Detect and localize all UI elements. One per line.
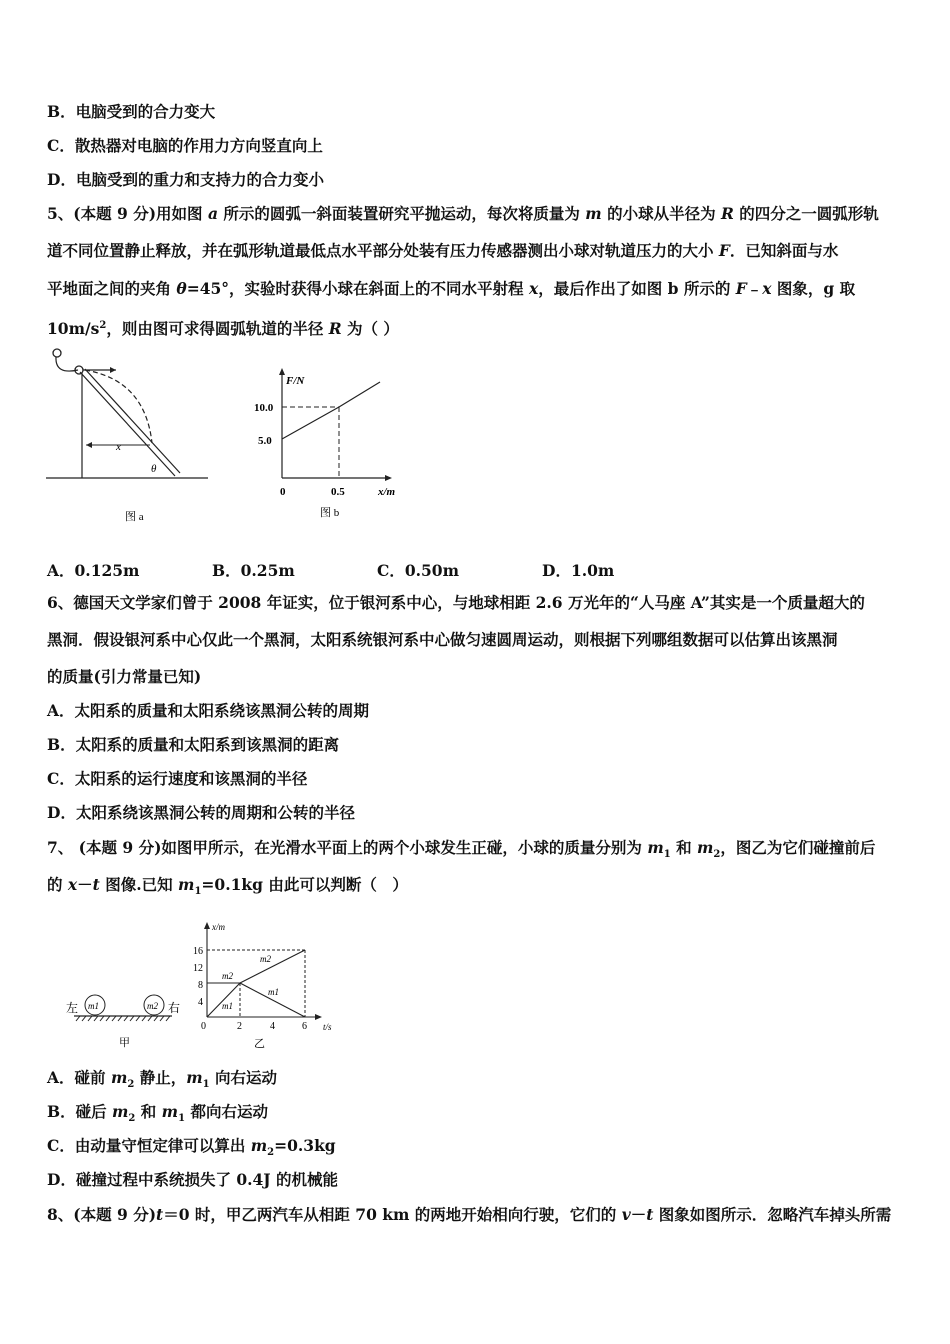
text-segment: ．已知斜面与水 — [729, 241, 839, 260]
text-segment: t — [92, 875, 100, 894]
text-segment: 为（ ） — [341, 319, 399, 339]
text-segment: 平地面之间的夹角 — [47, 279, 177, 298]
q5-option-c[interactable]: C．0.50m — [377, 561, 459, 580]
text-segment: 图象如图所示．忽略汽车掉头所需 — [653, 1205, 892, 1224]
text-segment: v — [621, 1205, 631, 1224]
text-segment: ＝0 时，甲乙两汽车从相距 70 km 的两地开始相向行驶，它们的 — [163, 1205, 622, 1224]
fig-yi-xtick: 2 — [237, 1021, 242, 1032]
text-segment: 所示的圆弧一斜面装置研究平抛运动，每次将质量为 — [217, 204, 586, 223]
text-segment: 2 — [128, 1113, 136, 1125]
text-line — [47, 769, 307, 789]
text-segment: m — [186, 1068, 203, 1087]
text-segment: 2 — [127, 1079, 135, 1091]
text-segment: 2 — [267, 1147, 275, 1159]
q5-option-a[interactable]: A．0.125m — [47, 561, 140, 580]
text-segment: ，图乙为它们碰撞前后 — [720, 838, 876, 857]
fig-jia-ball1: m1 — [88, 1001, 99, 1011]
text-segment: 1 — [178, 1113, 186, 1125]
fig-b-ytick: 5.0 — [258, 435, 272, 447]
text-segment: D．太阳系绕该黑洞公转的周期和公转的半径 — [47, 803, 355, 822]
figure-jia — [60, 980, 190, 1055]
fig-b-xtick: 0 — [280, 486, 286, 498]
text-segment: 8、(本题 9 分) — [47, 1205, 157, 1224]
text-segment: t — [646, 1205, 654, 1224]
text-line — [47, 316, 399, 339]
fig-jia-ball2: m2 — [147, 1001, 158, 1011]
text-segment: － — [630, 1205, 647, 1224]
fig-yi-xtick: 0 — [201, 1021, 206, 1032]
text-segment: =0.1kg 由此可以判断（ ） — [201, 875, 408, 894]
fig-yi-label: m1 — [268, 987, 279, 997]
text-segment: C．太阳系的运行速度和该黑洞的半径 — [47, 769, 308, 788]
fig-a-x-label: x — [116, 441, 121, 453]
fig-b-xtick: 0.5 — [331, 486, 345, 498]
figure-b — [240, 350, 410, 530]
fig-yi-label: m1 — [222, 1001, 233, 1011]
text-segment: 向右运动 — [209, 1068, 277, 1087]
text-segment: m — [697, 838, 714, 857]
fig-jia-right: 右 — [168, 1001, 181, 1015]
text-segment: － — [77, 875, 93, 894]
text-segment: C．由动量守恒定律可以算出 — [47, 1136, 251, 1155]
text-segment: ﹣ — [746, 279, 763, 298]
text-line — [47, 279, 855, 299]
text-segment: 10m/s — [47, 319, 100, 339]
fig-jia-caption: 甲 — [119, 1037, 130, 1049]
figure-yi — [190, 905, 350, 1055]
text-line — [47, 630, 838, 650]
text-line — [47, 838, 875, 865]
text-segment: t — [156, 1205, 164, 1224]
text-segment: 道不同位置静止释放，并在弧形轨道最低点水平部分处装有压力传感器测出小球对轨道压力的大小 — [47, 241, 719, 260]
fig-b-x-label: x/m — [378, 486, 396, 498]
text-segment: R — [328, 319, 342, 339]
text-line — [47, 1068, 277, 1095]
text-segment: A．碰前 — [47, 1068, 111, 1087]
text-segment: 2 — [713, 849, 721, 861]
text-segment: m — [161, 1102, 179, 1121]
text-line — [47, 1205, 891, 1225]
text-line — [47, 593, 865, 613]
text-segment: m — [110, 1068, 128, 1087]
fig-yi-ytick: 4 — [198, 997, 203, 1008]
text-segment: m — [178, 875, 195, 894]
text-segment: B．碰后 — [47, 1102, 112, 1121]
fig-b-caption: 图 b — [320, 507, 340, 519]
fig-jia-left: 左 — [66, 1001, 79, 1015]
text-line — [47, 170, 324, 190]
text-segment: 1 — [202, 1079, 210, 1091]
text-segment: m — [250, 1136, 268, 1155]
text-segment: 都向右运动 — [185, 1102, 268, 1121]
text-line — [47, 701, 369, 721]
fig-yi-caption: 乙 — [254, 1038, 265, 1050]
fig-yi-xtick: 6 — [302, 1021, 307, 1032]
fig-b-y-label: F/N — [286, 375, 305, 387]
text-segment: D．碰撞过程中系统损失了 0.4J 的机械能 — [47, 1170, 339, 1189]
q5-option-b[interactable]: B．0.25m — [212, 561, 295, 580]
text-segment: 的 — [47, 875, 68, 894]
text-segment: 图象，g 取 — [771, 279, 856, 298]
text-segment: 7、 (本题 9 分)如图甲所示，在光滑水平面上的两个小球发生正碰，小球的质量分别为 — [47, 838, 648, 857]
text-segment: ，最后作出了如图 b 所示的 — [538, 279, 736, 298]
text-segment: 1 — [194, 886, 202, 898]
text-line — [47, 136, 323, 156]
text-segment: B．太阳系的质量和太阳系到该黑洞的距离 — [47, 735, 340, 754]
text-segment: D．电脑受到的重力和支持力的合力变小 — [47, 170, 324, 189]
text-segment: F — [735, 279, 747, 298]
text-segment: B．电脑受到的合力变大 — [47, 102, 216, 121]
text-segment: 6、德国天文学家们曾于 2008 年证实，位于银河系中心，与地球相距 2.6 万光年的“人马座 A”其实是一个质量超大的 — [47, 593, 865, 612]
text-line — [47, 241, 838, 261]
text-segment: =0.3kg — [274, 1136, 336, 1155]
text-line — [47, 1102, 268, 1129]
text-line — [47, 1170, 338, 1190]
text-line — [47, 735, 339, 755]
text-line — [47, 102, 215, 122]
text-segment: =45°，实验时获得小球在斜面上的不同水平射程 — [186, 279, 529, 298]
text-segment: C．散热器对电脑的作用力方向竖直向上 — [47, 136, 323, 155]
fig-yi-xtick: 4 — [270, 1021, 275, 1032]
text-segment: F — [718, 241, 730, 260]
figure-a — [40, 340, 220, 530]
text-line — [47, 875, 408, 902]
text-segment: ，则由图可求得圆弧轨道的半径 — [106, 319, 329, 339]
text-segment: 黑洞．假设银河系中心仅此一个黑洞，太阳系统银河系中心做匀速圆周运动，则根据下列哪组数据可以估算出该黑洞 — [47, 630, 838, 649]
text-segment: x — [762, 279, 772, 298]
text-line — [47, 667, 201, 687]
text-segment: 图像.已知 — [99, 875, 179, 894]
fig-yi-label: m2 — [260, 954, 271, 964]
text-segment: 和 — [670, 838, 697, 857]
text-segment: m — [112, 1102, 129, 1121]
text-segment: 和 — [135, 1102, 162, 1121]
fig-yi-ytick: 16 — [193, 946, 203, 957]
text-segment: 5、(本题 9 分)用如图 — [47, 204, 208, 223]
q5-option-d[interactable]: D．1.0m — [542, 561, 615, 580]
text-segment: 1 — [663, 849, 671, 861]
fig-yi-label: m2 — [222, 971, 233, 981]
text-segment: x — [67, 875, 78, 894]
text-segment: θ — [176, 279, 187, 298]
fig-yi-ytick: 8 — [198, 980, 203, 991]
fig-yi-y-label: x/m — [212, 922, 225, 932]
fig-a-angle-label: θ — [151, 463, 157, 475]
text-segment: 的小球从半径为 — [601, 204, 721, 223]
text-segment: A．太阳系的质量和太阳系绕该黑洞公转的周期 — [47, 701, 370, 720]
text-line — [47, 803, 355, 823]
text-segment: 2 — [99, 320, 107, 331]
text-segment: 的质量(引力常量已知) — [47, 667, 202, 686]
fig-b-ytick: 10.0 — [254, 402, 274, 414]
text-segment: 静止， — [134, 1068, 187, 1087]
text-segment: R — [720, 204, 734, 223]
text-segment: a — [207, 204, 218, 223]
fig-yi-x-label: t/s — [323, 1022, 332, 1032]
text-line — [47, 204, 879, 224]
text-segment: m — [647, 838, 664, 857]
text-segment: m — [585, 204, 602, 223]
fig-yi-ytick: 12 — [193, 963, 203, 974]
text-segment: 的四分之一圆弧形轨 — [733, 204, 879, 223]
fig-a-caption: 图 a — [125, 511, 144, 523]
text-line — [47, 1136, 336, 1163]
text-segment: x — [528, 279, 539, 298]
